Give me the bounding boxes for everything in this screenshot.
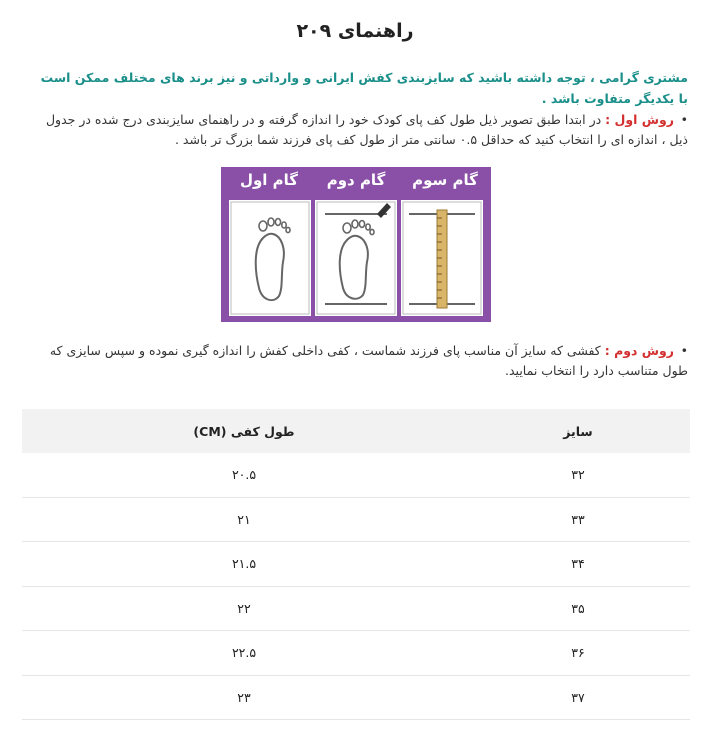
method-two-label: روش دوم :: [604, 343, 674, 358]
measurement-guide-image: [221, 167, 491, 322]
bullet-icon: •: [680, 343, 688, 358]
table-header-row: [22, 409, 690, 453]
method-one-label: روش اول :: [605, 112, 674, 127]
table-row: [22, 587, 690, 632]
size-cell: ۳۶: [571, 645, 585, 661]
length-cell: ۲۱: [237, 511, 251, 527]
page-title: راهنمای ۲۰۹: [296, 20, 414, 42]
table-row: [22, 542, 690, 587]
length-column-header: طول کفی (CM): [193, 423, 295, 439]
length-cell: ۲۱.۵: [231, 556, 257, 572]
table-row: [22, 631, 690, 676]
size-cell: ۳۳: [571, 511, 585, 527]
size-cell: ۳۴: [571, 556, 585, 572]
size-cell: ۳۲: [571, 467, 585, 483]
step-one-panel: [229, 200, 311, 316]
size-cell: ۳۷: [571, 689, 585, 705]
guide-steps-header: [221, 167, 491, 199]
size-table: [22, 409, 690, 720]
method-two: [28, 341, 688, 381]
intro-notice: مشتری گرامی ، توجه داشته باشید که سایزبندی کفش ایرانی و وارداتی و نیز برند های مختلف ممکن است با یکدیگر متفاوت باشد .: [40, 70, 688, 106]
foot-marked-icon: [315, 200, 397, 316]
table-row: [22, 676, 690, 721]
ruler-measure-icon: [401, 200, 483, 316]
table-row: [22, 453, 690, 498]
length-cell: ۲۳: [237, 689, 251, 705]
length-cell: ۲۲: [237, 600, 251, 616]
method-one: [28, 110, 688, 150]
length-cell: ۲۲.۵: [231, 645, 257, 661]
foot-outline-icon: [229, 200, 311, 316]
method-one-text: در ابتدا طبق تصویر ذیل طول کف پای کودک خود را اندازه گرفته و در راهنمای سایزبندی درج شده در جدول ذیل ، اندازه ای را انتخاب کنید که حداقل ۰.۵ سانتی متر از طول کف پای فرزند شما بزرگ تر باشد .: [45, 112, 688, 147]
length-cell: ۲۰.۵: [231, 467, 257, 483]
bullet-icon: •: [680, 112, 688, 127]
size-column-header: سایز: [563, 423, 593, 439]
size-cell: ۳۵: [571, 600, 585, 616]
table-row: [22, 498, 690, 543]
step-two-panel: [315, 200, 397, 316]
step-three-label: گام سوم: [412, 171, 478, 189]
step-one-label: گام اول: [239, 171, 299, 189]
step-three-panel: [401, 200, 483, 316]
method-two-text: کفشی که سایز آن مناسب پای فرزند شماست ، کفی داخلی کفش را اندازه گیری نموده و سپس سایزی که طول متناسب دارد را انتخاب نمایید.: [49, 343, 688, 378]
step-two-label: گام دوم: [326, 171, 386, 189]
